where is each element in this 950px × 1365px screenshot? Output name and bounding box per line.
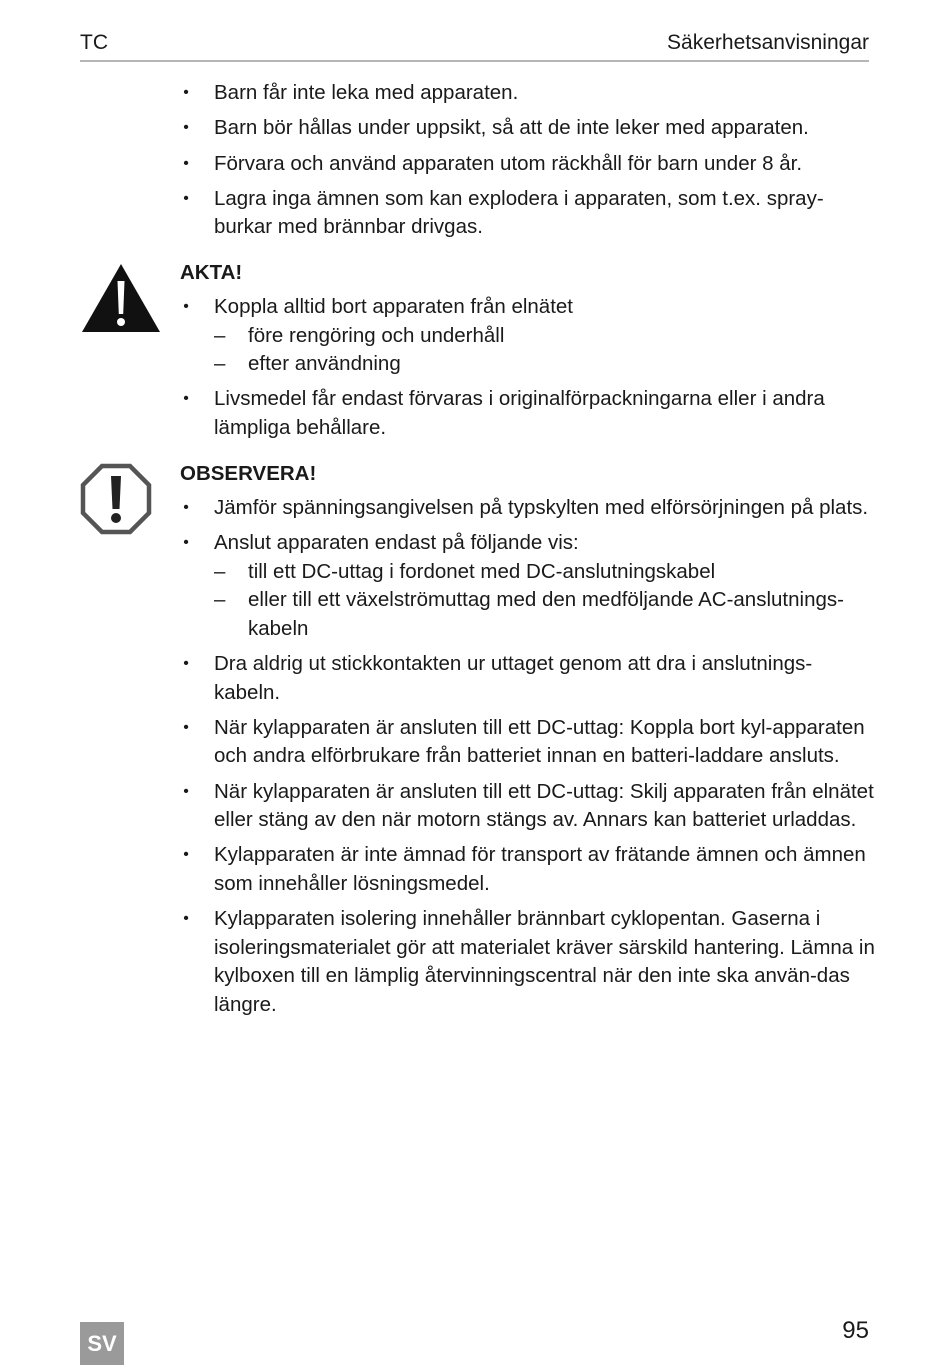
header-product: TC xyxy=(80,31,108,54)
list-item: • När kylapparaten är ansluten till ett DC-uttag: Skilj apparaten från elnätet eller stäng av den när motorn stängs av. Annars kan batteriet urladdas. xyxy=(183,779,874,832)
language-badge xyxy=(80,1322,124,1365)
observera-heading: OBSERVERA! xyxy=(180,462,317,485)
language-code: SV xyxy=(87,1331,117,1356)
sub-list-item: – eller till ett växelströmuttag med den medföljande AC-anslutnings-kabeln xyxy=(214,588,844,640)
list-item: • Koppla alltid bort apparaten från elnätet – före rengöring och underhåll – efter användning xyxy=(180,293,875,379)
list-item: • Lagra inga ämnen som kan explodera i apparaten, som t.ex. spray-burkar med brännbar drivgas. xyxy=(183,186,824,239)
list-item: • Jämför spänningsangivelsen på typskylten med elförsörjningen på plats. xyxy=(183,496,869,519)
list-item: • Livsmedel får endast förvaras i originalförpackningarna eller i andra lämpliga behållare. xyxy=(183,387,825,439)
notice-octagon-icon xyxy=(80,463,152,535)
header-divider xyxy=(80,60,869,62)
akta-section xyxy=(180,259,875,449)
sub-list-item: – efter användning xyxy=(214,352,401,375)
list-item: • Barn får inte leka med apparaten. xyxy=(183,81,519,104)
list-item: • Kylapparaten isolering innehåller brännbart cyklopentan. Gaserna i isoleringsmaterialet gör att materialet kräver särskild hantering. Lämna in kylboxen till en lämplig återvinningscentral när den inte ska använ-das längre. xyxy=(183,907,875,1016)
list-item: • När kylapparaten är ansluten till ett DC-uttag: Koppla bort kyl-apparaten och andra elförbrukare från batteriet innan en batteri-laddare ansluts. xyxy=(183,715,865,768)
list-item: • Dra aldrig ut stickkontakten ur uttaget genom att dra i anslutnings-kabeln. xyxy=(183,652,813,704)
warning-triangle-icon xyxy=(80,262,162,334)
intro-list xyxy=(180,79,875,242)
header-section-title: Säkerhetsanvisningar xyxy=(667,31,869,54)
list-item: • Anslut apparaten endast på följande vis: – till ett DC-uttag i fordonet med DC-anslutningskabel – eller till ett växelströmuttag med den medföljande AC-anslutnings-kabeln xyxy=(180,529,875,643)
intro-section xyxy=(180,79,875,249)
page-number: 95 xyxy=(842,1317,869,1344)
list-item: • Kylapparaten är inte ämnad för transport av frätande ämnen och ämnen som innehåller lösningsmedel. xyxy=(183,843,866,895)
akta-heading: AKTA! xyxy=(180,261,243,284)
observera-section xyxy=(180,460,875,1026)
list-item: • Förvara och använd apparaten utom räckhåll för barn under 8 år. xyxy=(183,151,803,175)
sub-list-item: – före rengöring och underhåll xyxy=(214,323,505,347)
akta-list xyxy=(180,293,875,442)
list-item: • Barn bör hållas under uppsikt, så att de inte leker med apparaten. xyxy=(183,116,809,140)
sub-list xyxy=(214,322,875,379)
observera-list xyxy=(180,494,875,1019)
sub-list-item: – till ett DC-uttag i fordonet med DC-anslutningskabel xyxy=(214,559,716,583)
sub-list xyxy=(214,558,875,644)
page-header xyxy=(80,30,869,60)
